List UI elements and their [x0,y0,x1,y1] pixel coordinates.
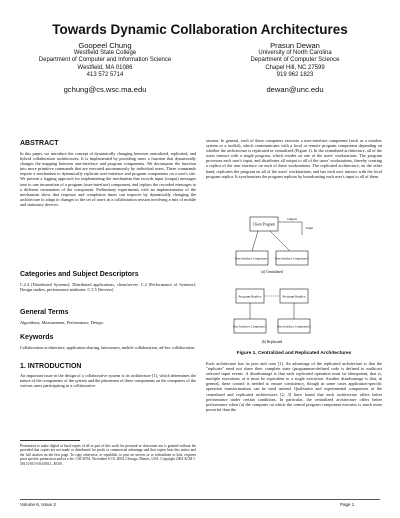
input-label: Input [306,226,314,230]
author-address: Chapel Hill, NC 27599 [265,64,325,71]
categories-text: C.2.4 [Distributed Systems]: Distributed applications, client/server. C.4 [Performance of Systems]: Design studies, performance attributes. C.5.5 [Servers] [20,282,196,293]
author-email[interactable]: gchung@cs.wsc.ma.edu [63,84,147,94]
central-link-1 [252,231,258,251]
footer-page: Page 1 [340,502,355,507]
abstract-heading: ABSTRACT [20,140,59,147]
footer-divider [20,499,380,500]
central-link-2 [270,231,290,251]
footer-volume: Volume 6, Issue 3 [20,502,56,507]
right-column-text-top: session. In general, each of these computers executes a user-interface component (such as a window system or a toolkit), which communicates with a local or remote program component depending on whether the architecture is replicated or centralized (Figure 1). In the centralized architecture, all of the users interact with a single program, which resides on one of the users' workstations. The program processes each user's input, and distributes all output to all of the users' workstations, thereby creating a replica of the user interface on each of these workstations. The replicated architecture, on the other hand, replicates the program on all of the users' workstations, and has each user interact with the local program replica. It synchronizes the program replicas by broadcasting each user's input to all of them. [206,138,382,179]
general-terms-text: Algorithms, Measurement, Performance, Design. [20,320,104,325]
general-terms-heading: General Terms [20,309,69,316]
figure-1-caption: Figure 1. Centralized and Replicated Architectures [236,351,352,356]
ui-component-2-label: User Interface Component 2 [274,256,310,261]
author-affiliation: University of North Carolina [258,50,332,56]
author-department: Department of Computer Science [250,57,340,64]
replicated-ui-1-label: User Interface Component 1 [232,324,268,329]
author-name: Goopeel Chung [78,41,132,50]
abstract-text: In this paper, we introduce the concept of dynamically changing between centralized, replicated, and hybrid collaboration architectures. It is implemented by providing users a function that dynamically changes the mapping between user-interface and program components. We decompose the function into more primitive commands that are executed autonomously by individual users. These commands require a mechanism to dynamically replicate user-interface and program components on a user's site. We present a logging approach for implementing the mechanism that records input (output) messages sent to one incarnation of a program (user-interface) component, and replays the recorded messages to a different incarnation of the component. Preliminary experiments with an implementation of the mechanism show that response and completion times can improve by dynamically changing the architecture to adapt to changes to the set of users in a collaboration session involving a mix of mobile and stationary devices. [20,151,196,207]
right-column-text-bottom: Each architecture has its pros and cons [1]. An advantage of the replicated architecture is that the "replicate" need not share their complete state (programmer-defined code is defined to multicast selected input events. A disadvantage is that each replicated operation must be idempotent, that is, multiple executions of it must be equivalent to a single execution. Another disadvantage is that, in general, these control is needed to ensure consistency, though in some cases application-specific operation transformations can be used instead. Qualitative and experimental comparison of the centralized and replicated architectures [2, 3] have found that each architecture offers better performance under certain conditions. In particular, the centralized architecture offers better performance when (a) the computer on which the central program component executes is much more powerful than the [206,361,382,412]
central-program-label: Client Program [252,222,276,227]
keywords-text: Collaboration architecture, application sharing, latecomers, mobile collaboration, ad-hoc collaboration. [20,345,196,350]
output-label: Output [287,217,297,221]
author-phone: 919 962 1823 [276,72,314,79]
author-block-1 [10,41,200,93]
figure-1-diagram [232,213,382,349]
program-replica-1-label: Program Replica [238,294,262,299]
permission-notice: Permission to make digital or hard copies of all or part of this work for personal or classroom use is granted without fee provided that copies are not made or distributed for profit or commercial advantage and that copies bear this notice and the full citation on the first page. To copy otherwise, or republish, to post on servers or to redistribute to lists, requires prior specific permission and/or a fee. CSCW'04, November 6-10, 2004, Chicago, Illinois, USA. Copyright 2004 ACM 1-58113-810-5/04/0011...$5.00. [20,444,196,466]
author-name: Prasun Dewan [270,41,320,50]
ui-component-1-label: User Interface Component 1 [234,256,270,261]
author-address: Westfield, MA 01086 [77,64,133,71]
replicated-subcaption: (b) Replicated [261,340,283,344]
centralized-subcaption: (a) Centralized [261,270,283,274]
introduction-text: An important issue in the design of a collaborative system is its architecture [1], which determines the nature of the components of the system and the placement of these components on the computers of the various users participating in a collaborative [20,373,196,389]
author-phone: 413 572 5714 [86,72,124,79]
keywords-heading: Keywords [20,334,54,341]
program-replica-2-label: Program Replica [282,294,306,299]
author-email[interactable]: dewan@unc.edu [266,84,324,94]
introduction-heading: 1. INTRODUCTION [20,363,82,370]
categories-heading: Categories and Subject Descriptors [20,271,139,278]
author-block-2 [200,41,390,93]
paper-title: Towards Dynamic Collaboration Architectures [52,22,348,37]
author-affiliation: Westfield State College [73,50,137,56]
author-department: Department of Computer and Information Science [38,57,172,64]
replicated-ui-2-label: User Interface Component 2 [276,324,312,329]
permission-divider [20,440,80,441]
